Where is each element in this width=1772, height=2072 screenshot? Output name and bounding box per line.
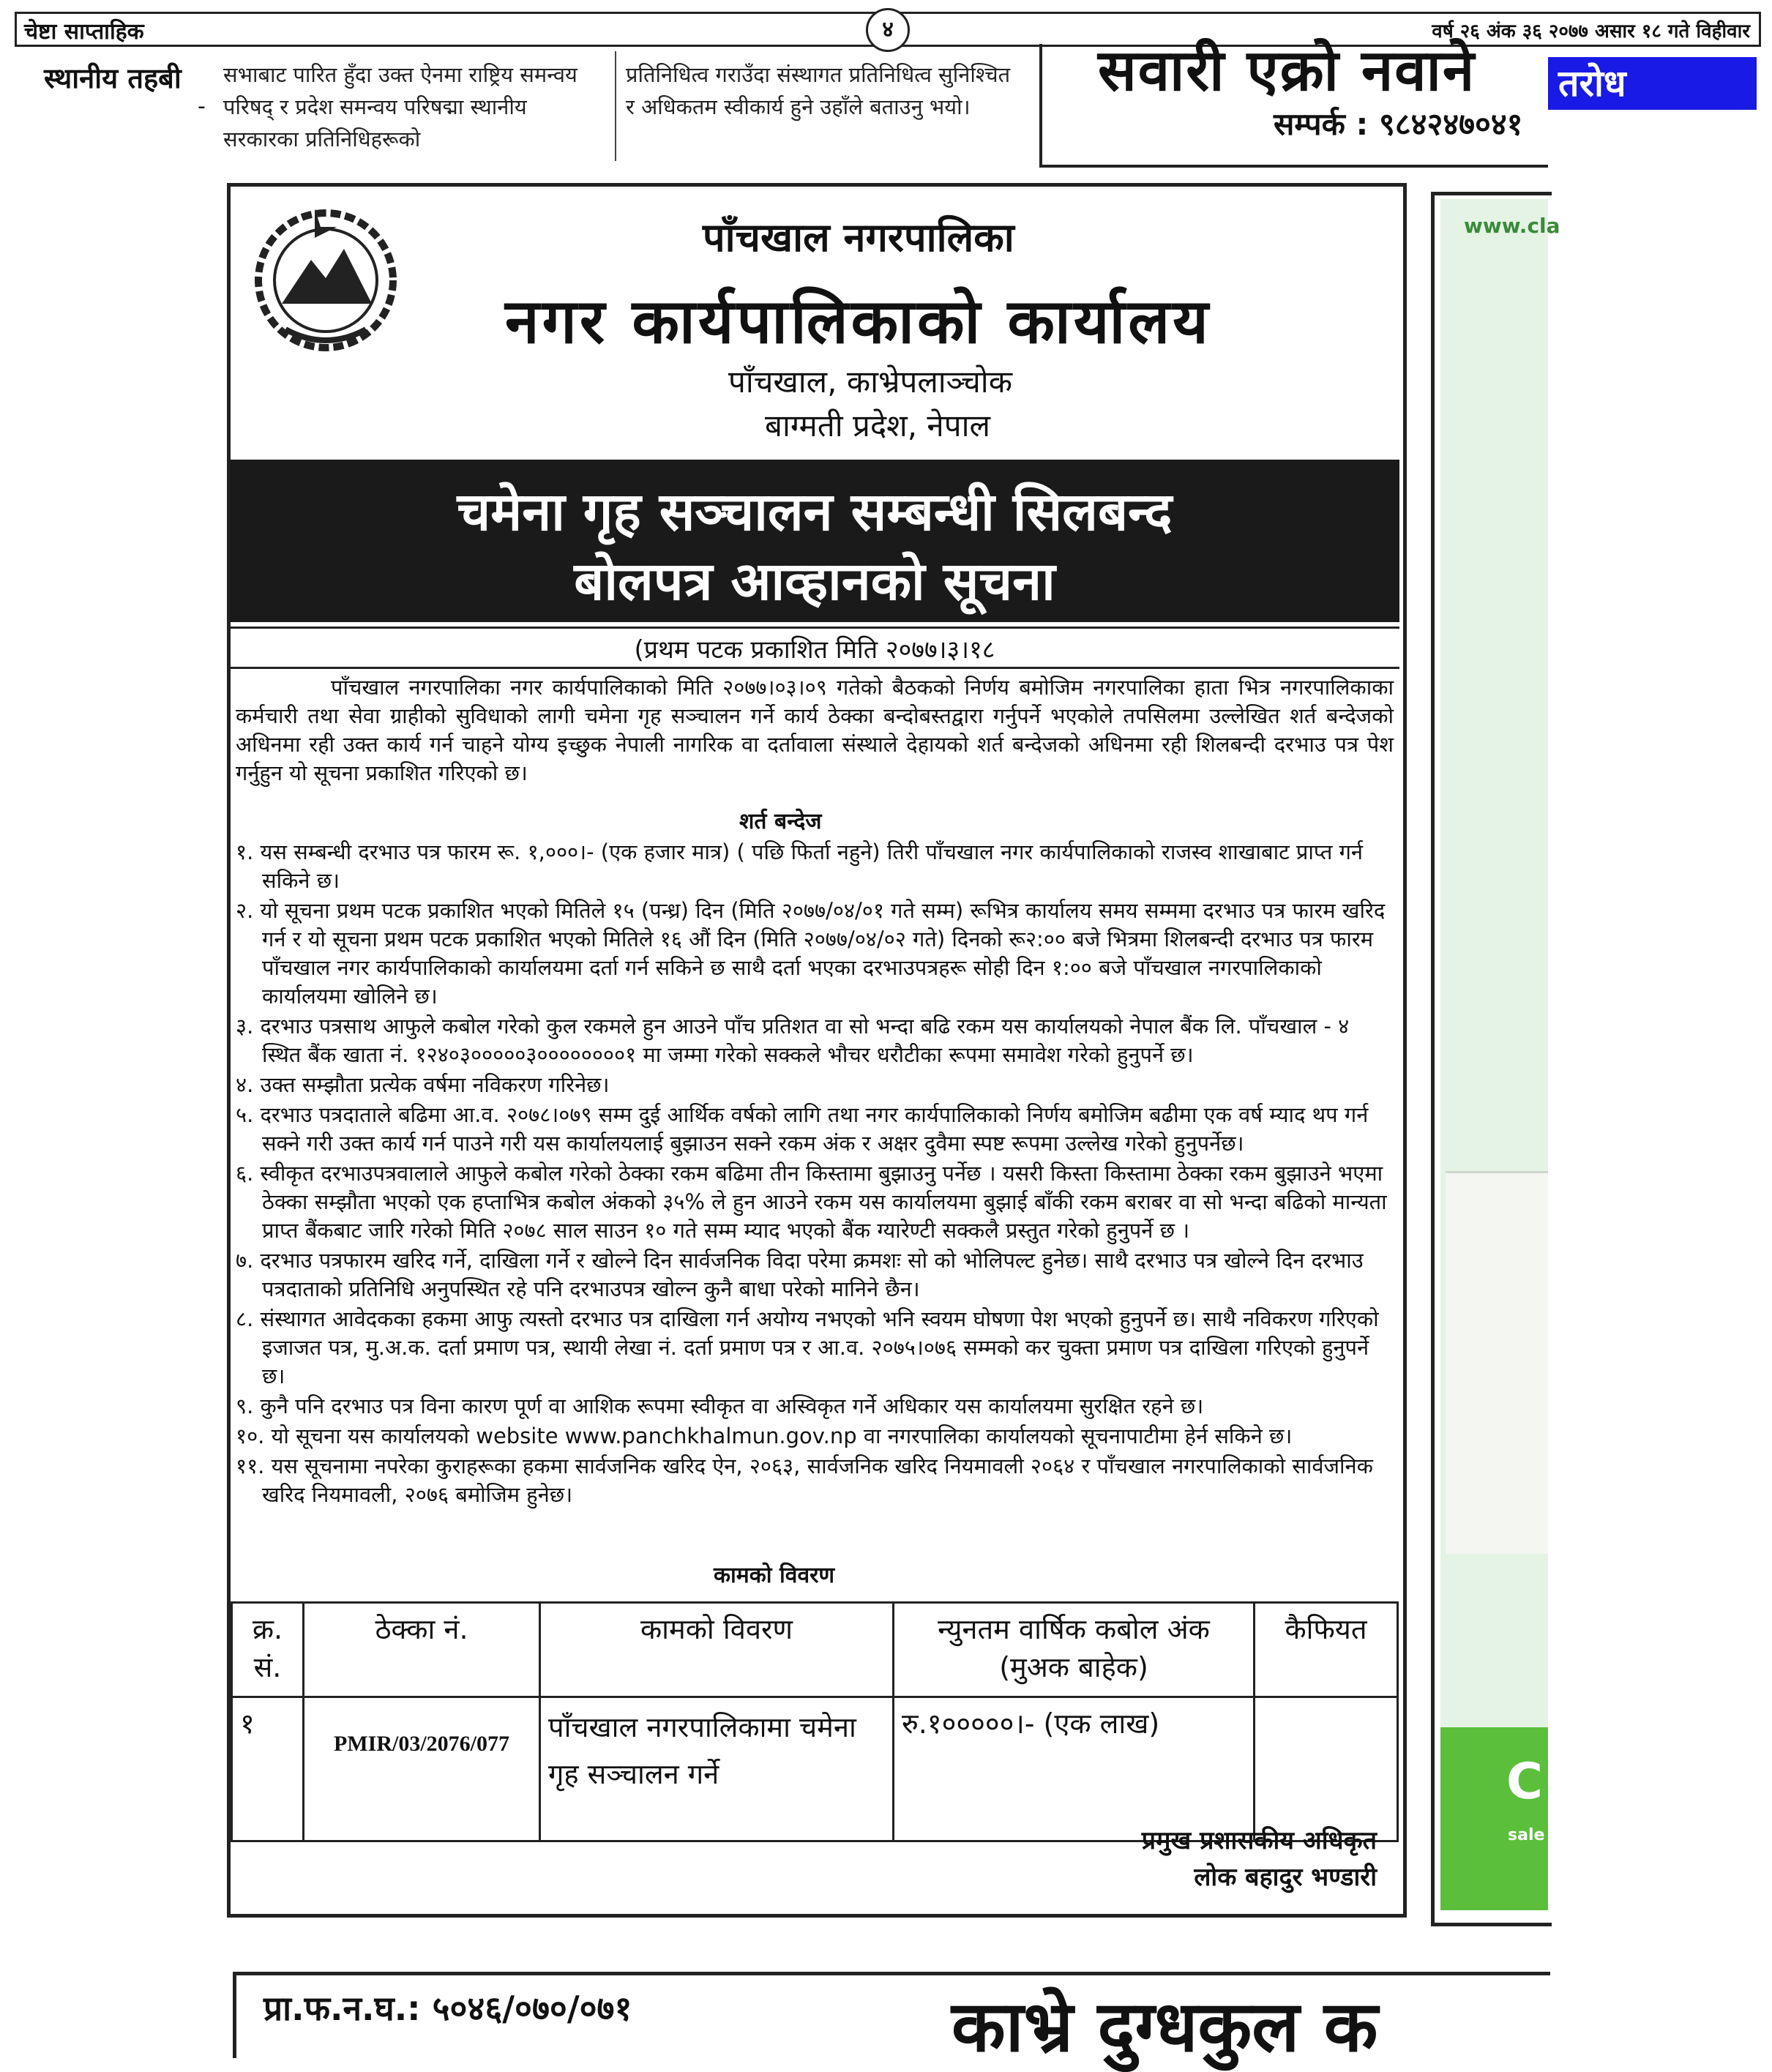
terms-heading: शर्त बन्देज (739, 809, 822, 834)
cell-contract-no: PMIR/03/2076/077 (304, 1697, 540, 1841)
term-item: ८. संस्थागत आवेदकका हकमा आफु त्यस्तो दरभाउ पत्र दाखिला गर्न अयोग्य नभएको भनि स्वयम घोषणा पेश भएको हुनुपर्ने छ। साथै नविकरण गरिएको इजाजत पत्र, मु.अ.क. दर्ता प्रमाण पत्र, स्थायी लेखा नं. दर्ता प्रमाण पत्र र आ.व. २०७५।०७६ सम्मको कर चुक्ता प्रमाण पत्र दाखिला गरिएको हुनुपर्ने छ। (236, 1306, 1379, 1388)
top-ad-title: सवारी एक्रो नवाने (1098, 38, 1476, 104)
terms-list (236, 838, 1394, 1511)
publication-name: चेष्टा साप्ताहिक (24, 19, 144, 45)
registration-number: प्रा.फ.न.घ.: ५०४६/०७०/०७१ (263, 1989, 632, 2028)
table-row (232, 1697, 1398, 1841)
blank-margin (1548, 110, 1772, 2058)
side-ad-subtext: sale (1508, 1826, 1545, 1844)
table-header-row (232, 1603, 1398, 1697)
term-item: ७. दरभाउ पत्रफारम खरिद गर्ने, दाखिला गर्ने र खोल्ने दिन सार्वजनिक विदा परेमा क्रमशः सो को भोलिपल्ट हुनेछ। साथै दरभाउ पत्र खोल्ने दिन दरभाउ पत्रदाताको प्रतिनिधि अनुपस्थित रहे पनि दरभाउपत्र खोल्न कुनै बाधा परेको मानिने छैन। (236, 1248, 1364, 1301)
term-item: ५. दरभाउ पत्रदाताले बढिमा आ.व. २०७८।०७९ सम्म दुई आर्थिक वर्षको लागि तथा नगर कार्यपालिकाको निर्णय बमोजिम बढीमा एक वर्ष म्याद थप गर्न सक्ने गरी उक्त कार्य गर्न पाउने गरी यस कार्यालयलाई बुझाउन सक्ने रकम अंक र अक्षर दुवैमा स्पष्ट रूपमा उल्लेख गरेको हुनुपर्नेछ। (236, 1102, 1369, 1156)
notice-title-line-1: चमेना गृह सञ्चालन सम्बन्धी सिलबन्द (457, 481, 1173, 542)
notice-title-line-2: बोलपत्र आव्हानको सूचना (574, 550, 1055, 612)
col-header-contract-no: ठेक्का नं. (304, 1603, 540, 1697)
term-item: १. यस सम्बन्धी दरभाउ पत्र फारम रू. १,०००।- (एक हजार मात्र) ( पछि फिर्ता नहुने) तिरी पाँचखाल नगर कार्यपालिकाको राजस्व शाखाबाट प्राप्त गर्न सकिने छ। (236, 839, 1364, 893)
signer-title: प्रमुख प्रशासकीय अधिकृत (1141, 1826, 1377, 1855)
work-details-heading: कामको विवरण (714, 1563, 835, 1588)
term-item: ९. कुनै पनि दरभाउ पत्र विना कारण पूर्ण वा आशिक रूपमा स्वीकृत वा अस्विकृत गर्ने अधिकार यस कार्यालयमा सुरक्षित रहने छ। (236, 1394, 1204, 1418)
page-number-badge: ४ (866, 8, 910, 52)
term-item: २. यो सूचना प्रथम पटक प्रकाशित भएको मितिले १५ (पन्ध्र) दिन (मिति २०७७/०४/०१ गते सम्म) रूभित्र कार्यालय समय सम्ममा दरभाउ पत्र फारम खरिद गर्न र यो सूचना प्रथम पटक प्रकाशित भएको मितिले १६ औं दिन (मिति २०७७/०४/०२ गते) दिनको रू२:०० बजे भित्रमा शिलबन्दी दरभाउ पत्र फारम पाँचखाल नगर कार्यपालिकाको कार्यालयमा दर्ता गर्न सकिने छ साथै दर्ता भएका दरभाउपत्रहरू सोही दिन १:०० बजे पाँचखाल नगरपालिकाको कार्यालयमा खोलिने छ। (236, 898, 1386, 1009)
organization-name: पाँचखाल नगरपालिका (703, 214, 1014, 261)
work-details-table (231, 1601, 1399, 1842)
column-divider (615, 51, 616, 161)
term-item: ३. दरभाउ पत्रसाथ आफुले कबोल गरेको कुल रकमले हुन आउने पाँच प्रतिशत वा सो भन्दा बढि रकम यस कार्यालयको नेपाल बैंक लि. पाँचखाल - ४ स्थित बैंक खाता नं. १२४०३०००००३००००००००१ मा जम्मा गरेको सक्कले भौचर धरौटीका रूपमा समावेश गरेको हुनुपर्ने छ। (236, 1014, 1350, 1067)
cell-remarks (1255, 1697, 1398, 1841)
col-header-work-description: कामको विवरण (540, 1603, 894, 1697)
term-item: ६. स्वीकृत दरभाउपत्रवालाले आफुले कबोल गरेको ठेक्का रकम बढिमा तीन किस्तामा बुझाउनु पर्नेछ । यसरी किस्ता किस्तामा ठेक्का रकम बुझाउने भएमा ठेक्का सम्झौता भएको एक हप्ताभित्र कबोल अंकको ३५% ले हुन आउने रकम यस कार्यालयमा बुझाई बाँकी रकम बराबर वा सो भन्दा बढिको मान्यता प्राप्त बैंकबाट जारि गरेको मिति २०७८ साल साउन १० गते सम्म म्याद भएको बैंक ग्यारेण्टी सक्कलै प्रस्तुत गरेको हुनुपर्ने छ । (236, 1161, 1387, 1243)
office-name: नगर कार्यपालिकाको कार्यालय (505, 285, 1211, 357)
publish-date: (प्रथम पटक प्रकाशित मिति २०७७।३।१८ (634, 635, 995, 665)
blue-tag: तरोध (1548, 57, 1757, 110)
term-item: ४. उक्त सम्झौता प्रत्येक वर्षमा नविकरण गरिनेछ। (236, 1072, 610, 1097)
publish-date-row (230, 627, 1399, 669)
intro-paragraph: पाँचखाल नगरपालिका नगर कार्यपालिकाको मिति २०७७।०३।०९ गतेको बैठकको निर्णय बमोजिम नगरपालिका हाता भित्र नगरपालिकाका कर्मचारी तथा सेवा ग्राहीको सुविधाको लागी चमेना गृह सञ्चालन गर्ने कार्य ठेक्का बन्दोबस्तद्वारा गर्नुपर्ने भएकोले तपसिलमा उल्लेखित शर्त बन्देजको अधिनमा रही उक्त कार्य गर्न चाहने योग्य इच्छुक नेपाली नागरिक वा दर्तावाला संस्थाले देहायको शर्त बन्देजको अधिनमा रही शिलबन्दी दरभाउ पत्र पेश गर्नुहुन यो सूचना प्रकाशित गरिएको छ। (236, 675, 1394, 785)
signer-name: लोक बहादुर भण्डारी (1194, 1863, 1377, 1892)
bottom-border (233, 1972, 1550, 1975)
address-line-1: पाँचखाल, काभ्रेपलाञ्चोक (728, 364, 1012, 400)
cell-minimum-bid: रु.१०००००।- (एक लाख) (894, 1697, 1255, 1841)
side-ad-url: www.cla (1464, 214, 1560, 238)
col-header-remarks: कैफियत (1255, 1603, 1398, 1697)
bottom-left-border (233, 1972, 236, 2058)
masthead (15, 12, 1761, 47)
notice-title-bar (230, 460, 1399, 622)
news-column-1: सभाबाट पारित हुँदा उक्त ऐनमा राष्ट्रिय समन्वय परिषद् र प्रदेश समन्वय परिषद्मा स्थानीय सरकारका प्रतिनिधिहरूको (223, 62, 577, 152)
left-dash: - (198, 94, 206, 119)
issue-info: वर्ष २६ अंक ३६ २०७७ असार १८ गते विहीवार (1432, 20, 1750, 42)
news-column-2: प्रतिनिधित्व गराउँदा संस्थागत प्रतिनिधित्व सुनिश्चित र अधिकतम स्वीकार्य हुने उहाँले बताउनु भयो। (626, 62, 1011, 119)
bottom-ad-title: काभ्रे दुग्धकुल क (952, 1986, 1378, 2068)
cell-work-description: पाँचखाल नगरपालिकामा चमेना गृह सञ्चालन गर्ने (540, 1697, 894, 1841)
term-item: १०. यो सूचना यस कार्यालयको website www.panchkhalmun.gov.np वा नगरपालिका कार्यालयको सूचनापाटीमा हेर्न सकिने छ। (236, 1424, 1293, 1448)
cell-serial: १ (232, 1697, 304, 1841)
side-ad-image (1446, 1171, 1548, 1554)
address-line-2: बाग्मती प्रदेश, नेपाल (765, 408, 990, 444)
nepal-emblem-icon (242, 194, 410, 362)
col-header-minimum-bid: न्युनतम वार्षिक कबोल अंक (मुअक बाहेक) (894, 1603, 1255, 1697)
left-headline: स्थानीय तहबी (44, 62, 182, 94)
side-ad-background (1440, 199, 1548, 1910)
term-item: ११. यस सूचनामा नपरेका कुराहरूका हकमा सार्वजनिक खरिद ऐन, २०६३, सार्वजनिक खरिद नियमावली २०६४ र पाँचखाल नगरपालिकाको सार्वजनिक खरिद नियमावली, २०७६ बमोजिम हुनेछ। (236, 1454, 1373, 1507)
top-ad-contact: सम्पर्क : ९८४२४७०४१ (1274, 106, 1523, 142)
side-ad-letter: C (1506, 1753, 1543, 1811)
col-header-serial: क्र. सं. (232, 1603, 304, 1697)
